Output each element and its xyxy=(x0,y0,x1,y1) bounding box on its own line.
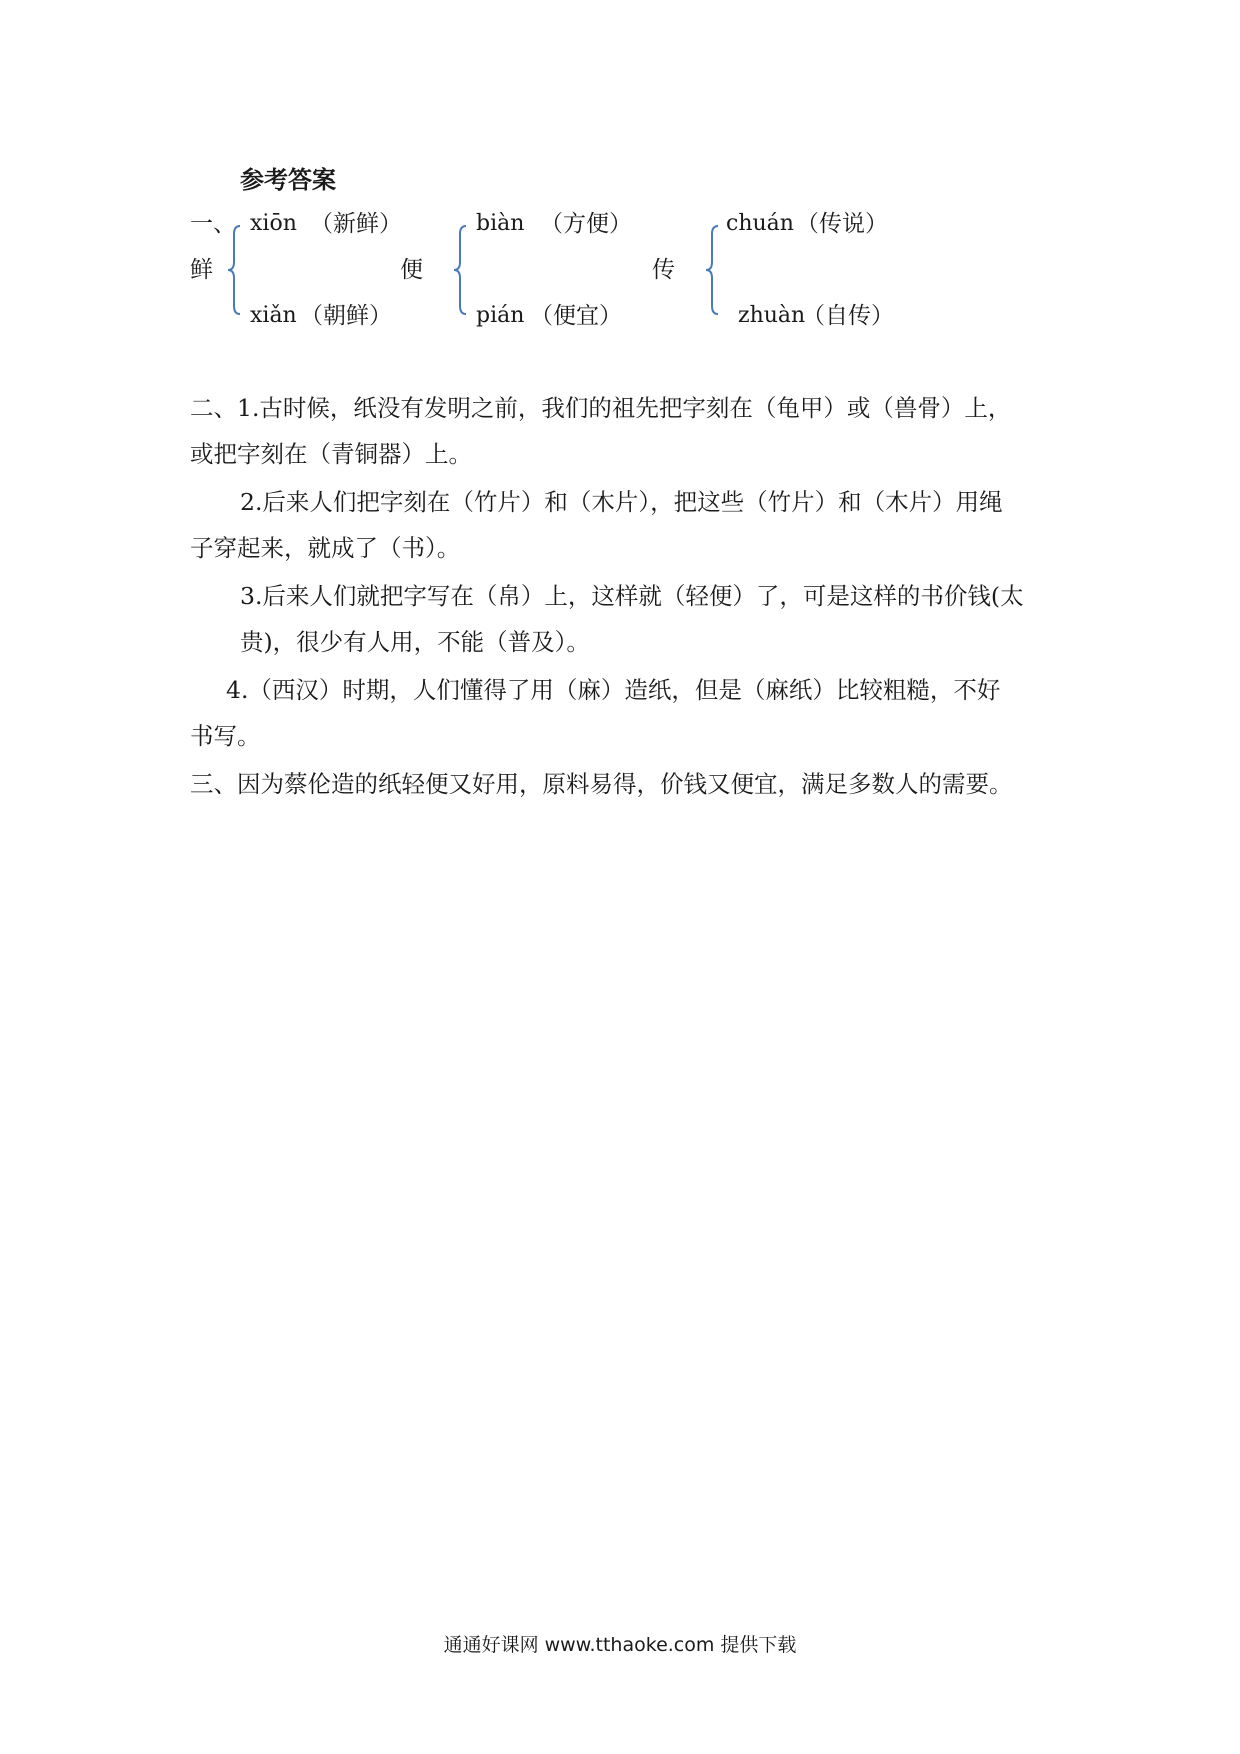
brace-3 xyxy=(704,220,726,320)
pinyin-chuan-top: chuán xyxy=(726,211,794,236)
word-xinxian: （新鲜） xyxy=(310,211,402,237)
word-zizhuan: （自传） xyxy=(802,303,894,329)
s2-line-1a: 二、1.古时候，纸没有发明之前，我们的祖先把字刻在（龟甲）或（兽骨）上， xyxy=(190,394,1012,422)
char-bian: 便 xyxy=(400,257,423,283)
word-chuanshuo: （传说） xyxy=(796,211,888,237)
pinyin-xian-top: xiōn xyxy=(250,211,297,236)
s3-line: 三、因为蔡伦造的纸轻便又好用，原料易得，价钱又便宜，满足多数人的需要。 xyxy=(190,770,1013,798)
s2-line-2a: 2.后来人们把字刻在（竹片）和（木片），把这些（竹片）和（木片）用绳 xyxy=(240,488,1003,516)
pinyin-bian-top: biàn xyxy=(476,211,525,236)
word-chaoxian: （朝鲜） xyxy=(300,303,392,329)
word-fangbian: （方便） xyxy=(540,211,632,237)
s2-line-3a: 3.后来人们就把字写在（帛）上，这样就（轻便）了，可是这样的书价钱(太 xyxy=(240,582,1024,610)
pinyin-xian-bottom: xiǎn xyxy=(250,303,297,328)
pinyin-zhuan-bottom: zhuàn xyxy=(738,303,806,328)
char-xian: 鲜 xyxy=(190,257,213,283)
footer: 通通好课网 www.tthaoke.com 提供下载 xyxy=(443,1634,797,1656)
s2-line-4b: 书写。 xyxy=(190,722,261,750)
s2-line-4a: 4.（西汉）时期，人们懂得了用（麻）造纸，但是（麻纸）比较粗糙，不好 xyxy=(226,676,1001,704)
char-chuan: 传 xyxy=(652,257,675,283)
brace-1 xyxy=(226,220,248,320)
word-pianyi: （便宜） xyxy=(530,303,622,329)
s2-line-1b: 或把字刻在（青铜器）上。 xyxy=(190,440,472,468)
section1-label: 一、 xyxy=(190,211,236,237)
brace-2 xyxy=(452,220,474,320)
page-title: 参考答案 xyxy=(240,166,336,194)
s2-line-2b: 子穿起来，就成了（书）。 xyxy=(190,534,461,562)
pinyin-pian-bottom: pián xyxy=(476,303,525,328)
s2-line-3b: 贵)，很少有人用，不能（普及）。 xyxy=(240,628,590,656)
